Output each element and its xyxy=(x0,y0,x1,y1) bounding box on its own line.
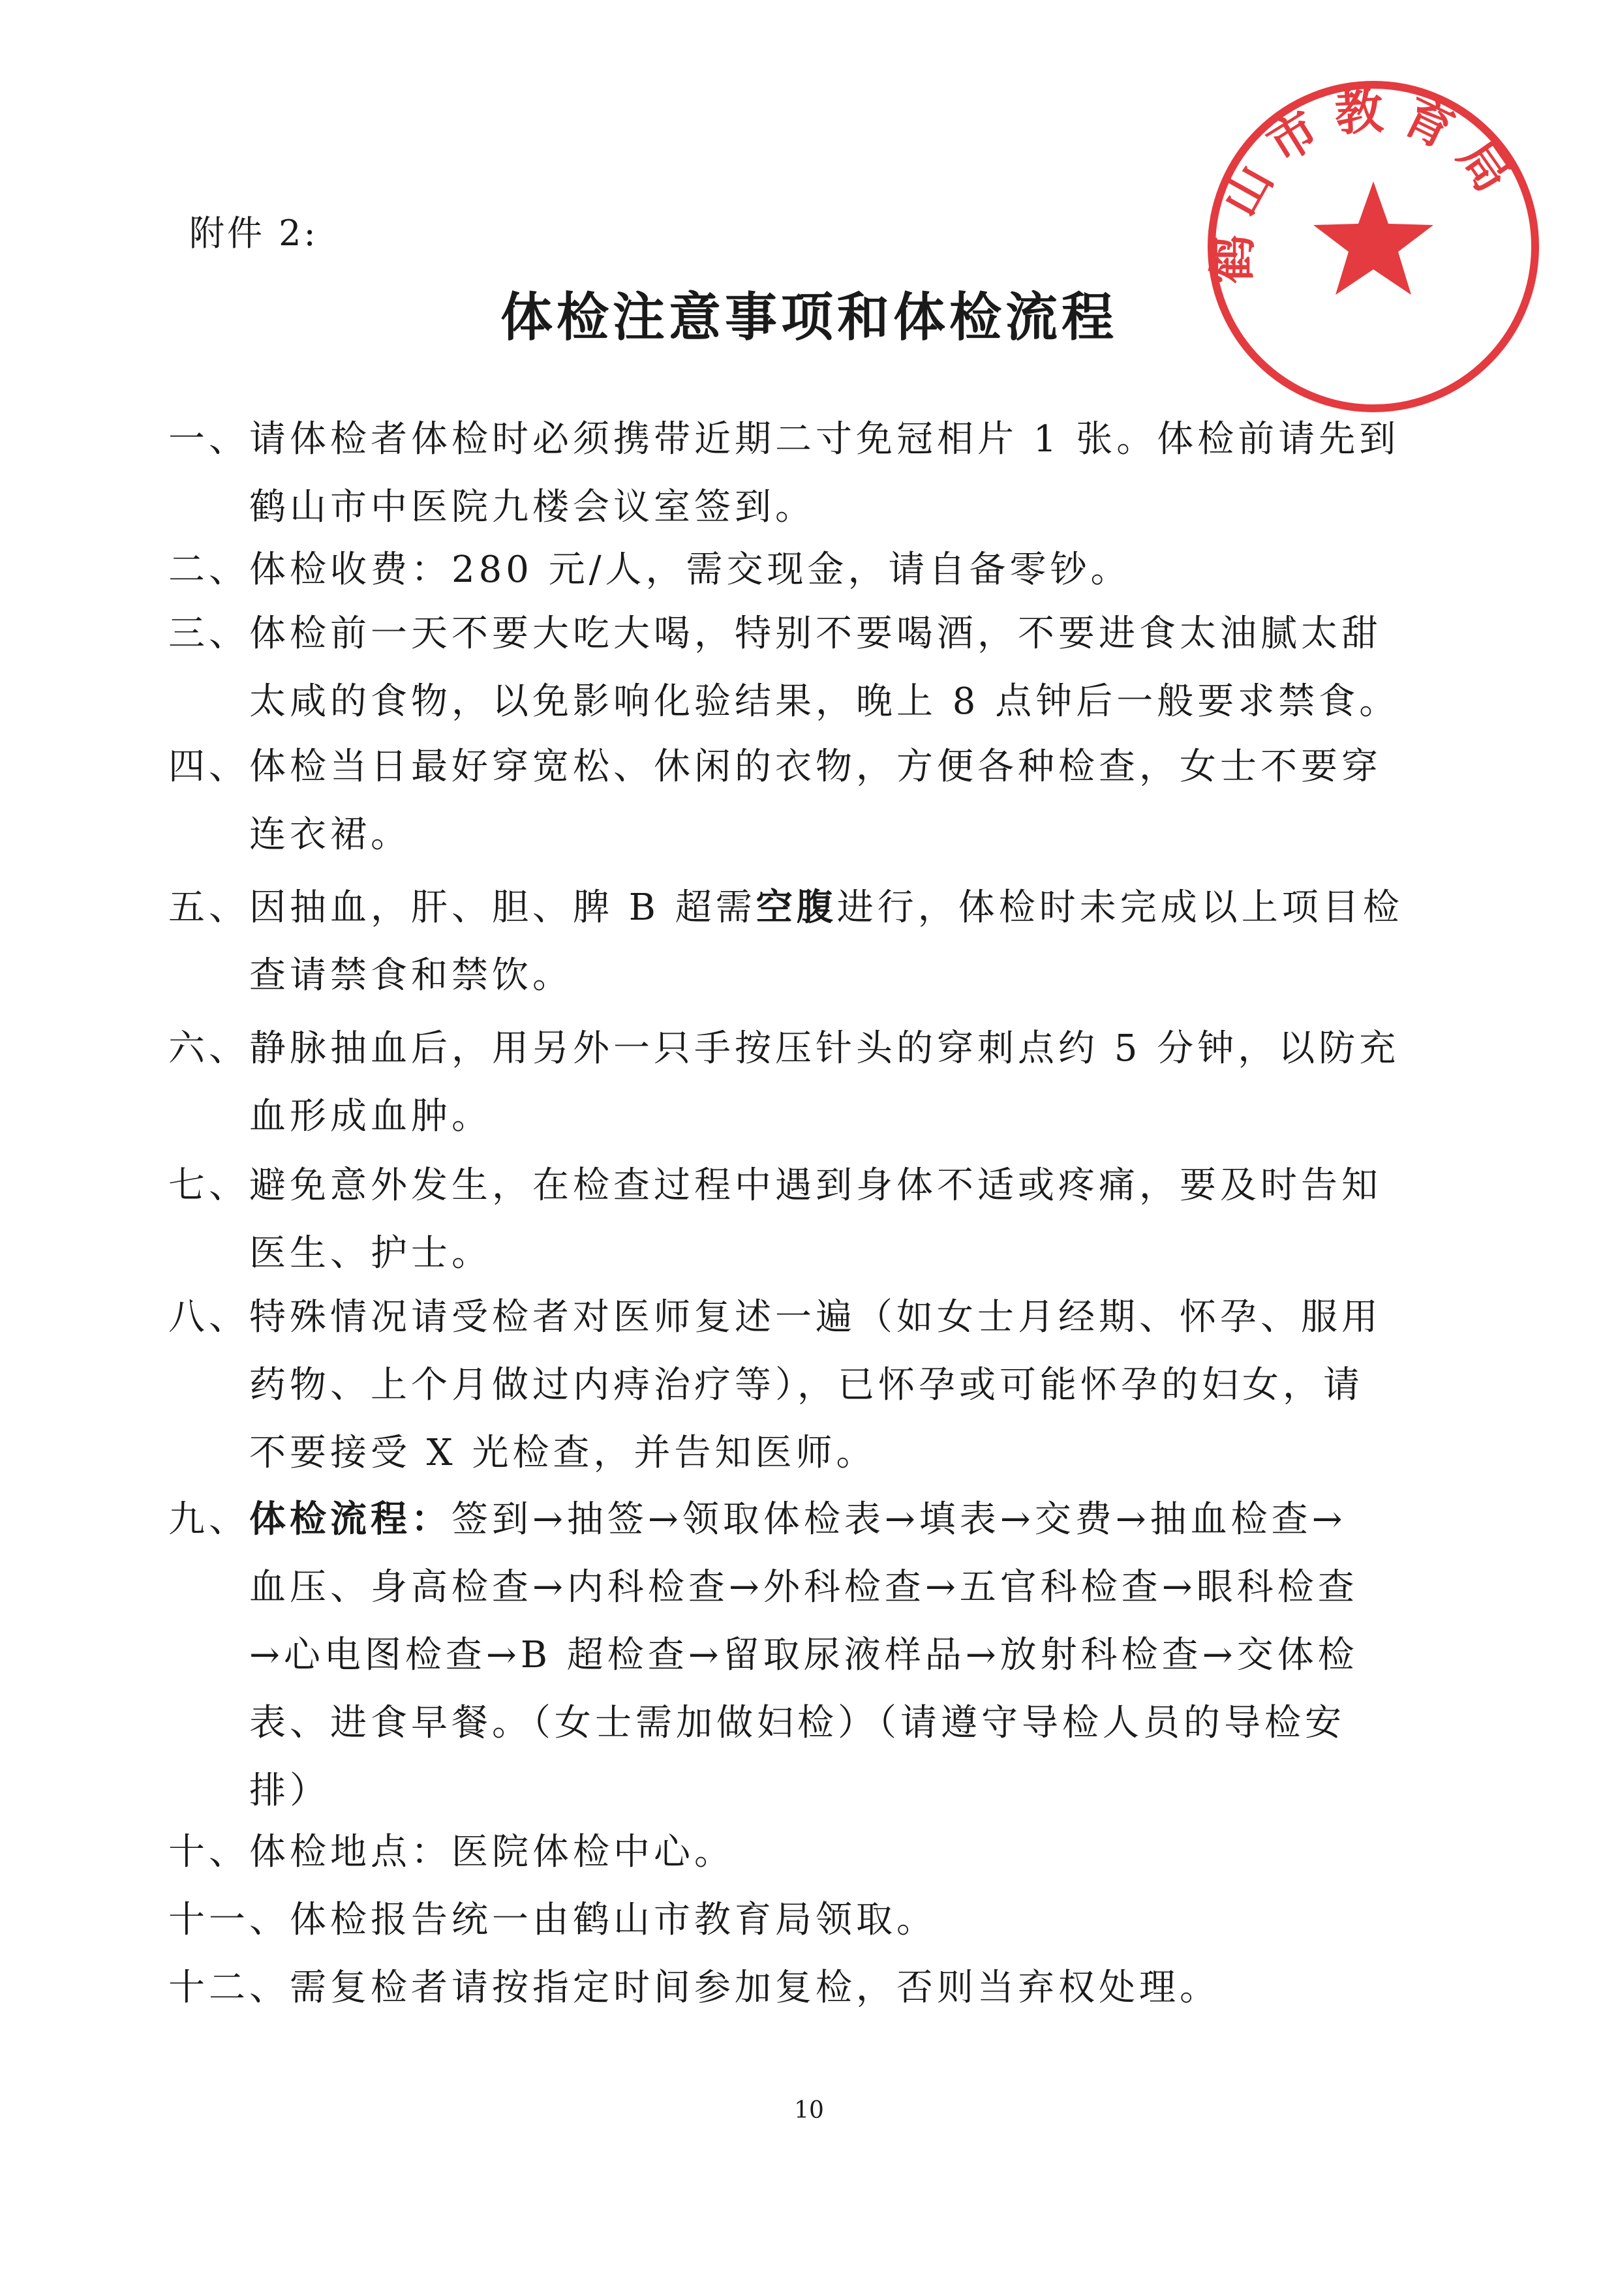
item-text: 需复检者请按指定时间参加复检，否则当弃权处理。 xyxy=(290,1967,1220,2009)
attachment-label: 附件 2: xyxy=(189,213,318,254)
list-item xyxy=(168,874,1447,1010)
item-text: 血压、身高检查→内科检查→外科检查→五官科检查→眼科检查 xyxy=(249,1566,1358,1609)
list-item xyxy=(168,1954,1447,2022)
item-number: 一、 xyxy=(168,418,249,461)
item-text: 连衣裙。 xyxy=(249,813,411,856)
list-item xyxy=(168,406,1447,541)
star-icon xyxy=(1313,181,1433,295)
page-number: 10 xyxy=(794,2097,824,2124)
item-text: 不要接受 X 光检查，并告知医师。 xyxy=(249,1432,877,1474)
list-item xyxy=(168,1486,1447,1825)
page-title: 体检注意事项和体检流程 xyxy=(500,287,1118,348)
seal-text: 鹤山市教育局 xyxy=(1204,83,1529,284)
item-number: 十一、 xyxy=(168,1899,290,1941)
list-item xyxy=(168,1015,1447,1151)
item-text: 鹤山市中医院九楼会议室签到。 xyxy=(249,486,816,528)
list-item xyxy=(168,733,1447,869)
item-number: 六、 xyxy=(168,1027,249,1070)
emphasis-text: 空腹 xyxy=(756,886,837,929)
item-number: 十、 xyxy=(168,1831,249,1873)
item-text: 药物、上个月做过内痔治疗等），已怀孕或可能怀孕的妇女，请 xyxy=(249,1364,1364,1406)
list-item xyxy=(168,1284,1447,1487)
item-text: 体检地点：医院体检中心。 xyxy=(249,1831,735,1873)
item-text: 太咸的食物，以免影响化验结果，晚上 8 点钟后一般要求禁食。 xyxy=(249,680,1400,723)
list-item xyxy=(168,1152,1447,1288)
item-number: 二、 xyxy=(168,549,249,591)
item-text: →心电图检查→B 超检查→留取尿液样品→放射科检查→交体检 xyxy=(249,1634,1358,1676)
item-text: 体检收费：280 元/人，需交现金，请自备零钞。 xyxy=(249,549,1131,591)
list-item xyxy=(168,1886,1447,1954)
item-text: 特殊情况请受检者对医师复述一遍（如女士月经期、怀孕、服用 xyxy=(249,1296,1382,1338)
item-text: 查请禁食和禁饮。 xyxy=(249,954,573,997)
item-number: 七、 xyxy=(168,1164,249,1207)
item-text: 表、进食早餐。（女士需加做妇检）（请遵守导检人员的导检安 xyxy=(249,1702,1345,1744)
list-item xyxy=(168,600,1447,736)
item-number: 九、 xyxy=(168,1498,249,1541)
item-text: 静脉抽血后，用另外一只手按压针头的穿刺点约 5 分钟，以防充 xyxy=(249,1027,1400,1070)
item-number: 四、 xyxy=(168,746,249,788)
item-text: 因抽血，肝、胆、脾 B 超需 xyxy=(249,886,756,929)
item-text: 医生、护士。 xyxy=(249,1232,492,1275)
item-number: 十二、 xyxy=(168,1967,290,2009)
item-text: 血形成血肿。 xyxy=(249,1095,492,1138)
emphasis-text: 体检流程： xyxy=(249,1498,451,1541)
item-number: 三、 xyxy=(168,612,249,655)
item-text: 排） xyxy=(249,1770,330,1812)
item-number: 八、 xyxy=(168,1296,249,1338)
list-item xyxy=(168,1819,1447,1886)
item-number: 五、 xyxy=(168,886,249,929)
item-text: 体检当日最好穿宽松、休闲的衣物，方便各种检查，女士不要穿 xyxy=(249,746,1382,788)
item-text: 避免意外发生，在检查过程中遇到身体不适或疼痛，要及时告知 xyxy=(249,1164,1382,1207)
item-text: 进行，体检时未完成以上项目检 xyxy=(836,886,1403,929)
item-text: 请体检者体检时必须携带近期二寸免冠相片 1 张。体检前请先到 xyxy=(249,418,1400,461)
item-text: 体检前一天不要大吃大喝，特别不要喝酒，不要进食太油腻太甜 xyxy=(249,612,1382,655)
official-seal xyxy=(1204,77,1543,416)
item-text: 签到→抽签→领取体检表→填表→交费→抽血检查→ xyxy=(451,1498,1347,1541)
item-text: 体检报告统一由鹤山市教育局领取。 xyxy=(290,1899,937,1941)
list-item xyxy=(168,536,1447,604)
